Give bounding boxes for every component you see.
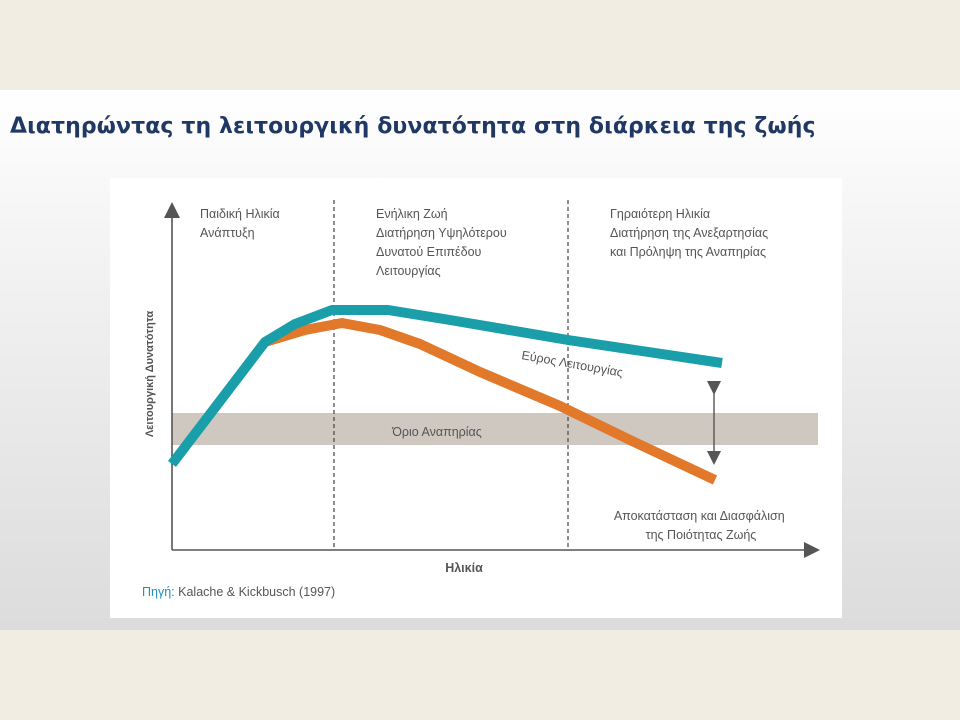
stage-adulthood-line: Δυνατού Επιπέδου	[376, 245, 482, 259]
range-label: Εύρος Λειτουργίας	[520, 348, 625, 380]
disability-threshold-label: Όριο Αναπηρίας	[392, 425, 482, 439]
stage-older-age-label	[610, 207, 772, 259]
stage-childhood-line: Ανάπτυξη	[200, 226, 255, 240]
stage-older-age-line: Γηραιότερη Ηλικία	[610, 207, 711, 221]
disability-threshold-band	[172, 413, 818, 445]
stage-older-age-line: και Πρόληψη της Αναπηρίας	[610, 245, 766, 259]
stage-adulthood-label	[376, 207, 510, 278]
rehabilitation-line: Αποκατάσταση και Διασφάλιση	[613, 509, 785, 523]
source-prefix: Πηγή:	[142, 585, 175, 599]
stage-adulthood-line: Λειτουργίας	[376, 264, 441, 278]
stage-older-age-line: Διατήρηση της Ανεξαρτησίας	[610, 226, 769, 240]
lower-function-curve	[265, 323, 715, 480]
stage-childhood-line: Παιδική Ηλικία	[200, 207, 280, 221]
x-axis-label: Ηλικία	[445, 561, 483, 575]
lifecourse-diagram	[110, 178, 842, 618]
y-axis-label: Λειτουργική Δυνατότητα	[144, 310, 156, 438]
rehabilitation-line: της Ποιότητας Ζωής	[645, 528, 757, 542]
diagram-canvas	[110, 178, 842, 618]
rehabilitation-label	[614, 509, 788, 542]
source-text: Kalache & Kickbusch (1997)	[178, 585, 336, 599]
stage-adulthood-line: Ενήλικη Ζωή	[376, 207, 448, 221]
stage-adulthood-line: Διατήρηση Υψηλότερου	[376, 226, 507, 240]
stage-childhood-label	[200, 207, 283, 240]
slide-title: Διατηρώντας τη λειτουργική δυνατότητα στη διάρκεια της ζωής	[10, 114, 816, 139]
source-citation	[142, 585, 335, 599]
